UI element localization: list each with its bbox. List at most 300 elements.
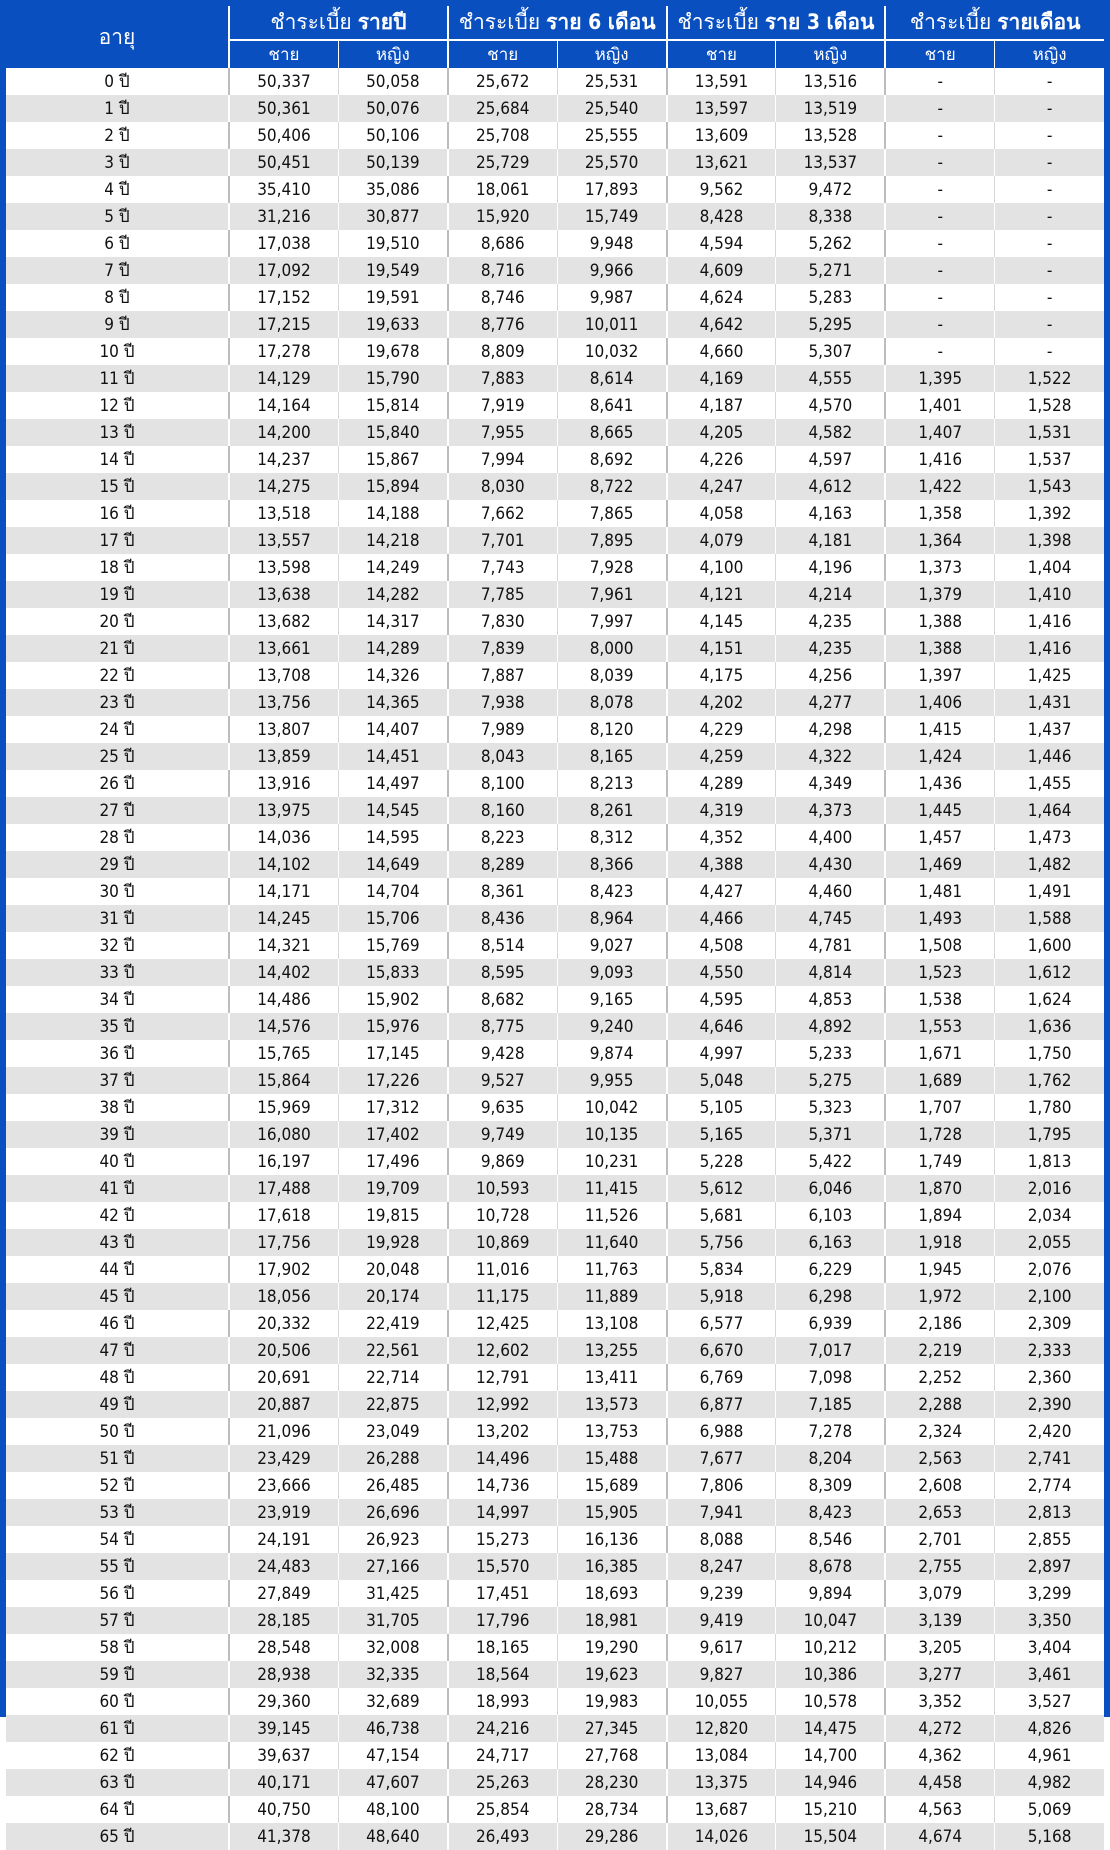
annual-female-cell: 15,706 [338, 905, 447, 932]
age-cell: 5 ปี [6, 203, 229, 230]
table-row [6, 635, 1104, 662]
annual-male-cell: 17,756 [229, 1229, 338, 1256]
age-cell: 61 ปี [6, 1715, 229, 1742]
annual-male-cell: 28,185 [229, 1607, 338, 1634]
annual-male-cell: 13,598 [229, 554, 338, 581]
annual-male-cell: 39,637 [229, 1742, 338, 1769]
semiannual-female-cell: 8,000 [557, 635, 666, 662]
annual-female-cell: 22,561 [338, 1337, 447, 1364]
quarterly-male-cell: 6,877 [667, 1391, 776, 1418]
semiannual-male-cell: 9,635 [448, 1094, 557, 1121]
semiannual-male-cell: 7,701 [448, 527, 557, 554]
semiannual-male-cell: 12,425 [448, 1310, 557, 1337]
monthly-female-cell: 2,897 [995, 1553, 1104, 1580]
monthly-female-cell: 1,543 [995, 473, 1104, 500]
semiannual-male-cell: 8,686 [448, 230, 557, 257]
semiannual-male-cell: 15,273 [448, 1526, 557, 1553]
annual-female-cell: 31,705 [338, 1607, 447, 1634]
semiannual-female-cell: 28,230 [557, 1769, 666, 1796]
semiannual-female-cell: 25,531 [557, 68, 666, 95]
age-cell: 40 ปี [6, 1148, 229, 1175]
annual-female-cell: 47,607 [338, 1769, 447, 1796]
semiannual-male-cell: 8,361 [448, 878, 557, 905]
quarterly-female-cell: 13,519 [776, 95, 885, 122]
annual-male-cell: 17,092 [229, 257, 338, 284]
semiannual-female-cell: 11,526 [557, 1202, 666, 1229]
annual-male-cell: 18,056 [229, 1283, 338, 1310]
quarterly-female-cell: 4,373 [776, 797, 885, 824]
monthly-male-cell: 2,653 [885, 1499, 994, 1526]
annual-male-cell: 15,969 [229, 1094, 338, 1121]
female-subheader: หญิง [557, 40, 666, 68]
quarterly-male-cell: 4,187 [667, 392, 776, 419]
table-row [6, 68, 1104, 95]
quarterly-male-cell: 4,388 [667, 851, 776, 878]
annual-female-cell: 31,425 [338, 1580, 447, 1607]
annual-female-cell: 46,738 [338, 1715, 447, 1742]
semiannual-female-cell: 9,165 [557, 986, 666, 1013]
semiannual-female-cell: 9,987 [557, 284, 666, 311]
table-row [6, 1445, 1104, 1472]
semiannual-female-cell: 25,570 [557, 149, 666, 176]
quarterly-female-cell: 5,323 [776, 1094, 885, 1121]
table-row [6, 797, 1104, 824]
monthly-female-cell: 1,750 [995, 1040, 1104, 1067]
annual-male-cell: 15,765 [229, 1040, 338, 1067]
quarterly-male-cell: 4,169 [667, 365, 776, 392]
table-row [6, 1796, 1104, 1823]
semiannual-male-cell: 7,919 [448, 392, 557, 419]
monthly-male-cell: 2,219 [885, 1337, 994, 1364]
semiannual-male-cell: 8,746 [448, 284, 557, 311]
quarterly-male-cell: 4,660 [667, 338, 776, 365]
quarterly-female-cell: 4,277 [776, 689, 885, 716]
annual-female-cell: 14,704 [338, 878, 447, 905]
table-row [6, 1607, 1104, 1634]
table-row [6, 1418, 1104, 1445]
quarterly-female-cell: 6,298 [776, 1283, 885, 1310]
quarterly-male-cell: 4,205 [667, 419, 776, 446]
semiannual-male-cell: 7,883 [448, 365, 557, 392]
annual-male-cell: 14,237 [229, 446, 338, 473]
monthly-female-cell: 2,813 [995, 1499, 1104, 1526]
semiannual-male-cell: 12,791 [448, 1364, 557, 1391]
monthly-male-cell: 3,352 [885, 1688, 994, 1715]
annual-male-cell: 35,410 [229, 176, 338, 203]
quarterly-female-cell: 7,185 [776, 1391, 885, 1418]
annual-female-cell: 14,289 [338, 635, 447, 662]
quarterly-male-cell: 9,419 [667, 1607, 776, 1634]
semiannual-male-cell: 25,684 [448, 95, 557, 122]
quarterly-male-cell: 9,617 [667, 1634, 776, 1661]
annual-payment-header [229, 6, 448, 40]
quarterly-male-cell: 7,941 [667, 1499, 776, 1526]
annual-female-cell: 47,154 [338, 1742, 447, 1769]
quarterly-male-cell: 4,259 [667, 743, 776, 770]
table-row [6, 176, 1104, 203]
monthly-female-cell: 2,055 [995, 1229, 1104, 1256]
quarterly-male-cell: 4,624 [667, 284, 776, 311]
female-subheader: หญิง [995, 40, 1104, 68]
semiannual-female-cell: 13,255 [557, 1337, 666, 1364]
annual-female-cell: 20,174 [338, 1283, 447, 1310]
quarterly-female-cell: 8,546 [776, 1526, 885, 1553]
annual-female-cell: 19,549 [338, 257, 447, 284]
annual-female-cell: 23,049 [338, 1418, 447, 1445]
monthly-male-cell: 1,395 [885, 365, 994, 392]
semiannual-male-cell: 18,993 [448, 1688, 557, 1715]
age-cell: 51 ปี [6, 1445, 229, 1472]
age-cell: 58 ปี [6, 1634, 229, 1661]
quarterly-female-cell: 14,700 [776, 1742, 885, 1769]
monthly-female-cell: 1,410 [995, 581, 1104, 608]
table-row [6, 689, 1104, 716]
annual-female-cell: 32,008 [338, 1634, 447, 1661]
monthly-female-cell: 1,398 [995, 527, 1104, 554]
table-header [6, 6, 1104, 68]
quarterly-female-cell: 8,204 [776, 1445, 885, 1472]
monthly-female-cell: 1,612 [995, 959, 1104, 986]
quarterly-female-cell: 5,271 [776, 257, 885, 284]
semiannual-female-cell: 8,641 [557, 392, 666, 419]
age-cell: 12 ปี [6, 392, 229, 419]
age-cell: 36 ปี [6, 1040, 229, 1067]
quarterly-female-cell: 4,256 [776, 662, 885, 689]
semiannual-male-cell: 25,854 [448, 1796, 557, 1823]
age-cell: 35 ปี [6, 1013, 229, 1040]
annual-male-cell: 17,215 [229, 311, 338, 338]
semiannual-male-cell: 9,527 [448, 1067, 557, 1094]
monthly-male-cell: 3,277 [885, 1661, 994, 1688]
monthly-female-cell: 2,100 [995, 1283, 1104, 1310]
table-row [6, 1661, 1104, 1688]
annual-male-cell: 27,849 [229, 1580, 338, 1607]
semiannual-female-cell: 16,136 [557, 1526, 666, 1553]
annual-female-cell: 17,145 [338, 1040, 447, 1067]
age-cell: 2 ปี [6, 122, 229, 149]
quarterly-female-cell: 4,163 [776, 500, 885, 527]
annual-female-cell: 50,076 [338, 95, 447, 122]
annual-male-cell: 23,429 [229, 1445, 338, 1472]
quarterly-male-cell: 9,562 [667, 176, 776, 203]
quarterly-female-cell: 8,678 [776, 1553, 885, 1580]
semiannual-female-cell: 28,734 [557, 1796, 666, 1823]
quarterly-female-cell: 10,386 [776, 1661, 885, 1688]
table-row [6, 824, 1104, 851]
quarterly-male-cell: 4,121 [667, 581, 776, 608]
monthly-female-cell: 3,299 [995, 1580, 1104, 1607]
age-cell: 41 ปี [6, 1175, 229, 1202]
annual-female-cell: 22,875 [338, 1391, 447, 1418]
quarterly-male-cell: 7,806 [667, 1472, 776, 1499]
quarterly-male-cell: 5,105 [667, 1094, 776, 1121]
monthly-male-cell: 3,205 [885, 1634, 994, 1661]
monthly-male-cell: - [885, 149, 994, 176]
monthly-female-cell: 1,795 [995, 1121, 1104, 1148]
semiannual-female-cell: 19,623 [557, 1661, 666, 1688]
semiannual-male-cell: 18,564 [448, 1661, 557, 1688]
quarterly-male-cell: 9,827 [667, 1661, 776, 1688]
semiannual-male-cell: 10,869 [448, 1229, 557, 1256]
semiannual-female-cell: 8,722 [557, 473, 666, 500]
monthly-male-cell: 1,436 [885, 770, 994, 797]
quarterly-female-cell: 4,181 [776, 527, 885, 554]
monthly-male-cell: - [885, 176, 994, 203]
age-cell: 28 ปี [6, 824, 229, 851]
quarterly-male-cell: 8,088 [667, 1526, 776, 1553]
annual-male-cell: 28,548 [229, 1634, 338, 1661]
semiannual-male-cell: 9,428 [448, 1040, 557, 1067]
quarterly-female-cell: 4,612 [776, 473, 885, 500]
monthly-male-cell: 2,701 [885, 1526, 994, 1553]
monthly-male-cell: 1,671 [885, 1040, 994, 1067]
group-period: ราย 3 เดือน [764, 10, 875, 34]
male-subheader: ชาย [448, 40, 557, 68]
semiannual-female-cell: 9,240 [557, 1013, 666, 1040]
annual-male-cell: 14,245 [229, 905, 338, 932]
quarterly-male-cell: 6,988 [667, 1418, 776, 1445]
monthly-female-cell: 1,522 [995, 365, 1104, 392]
annual-male-cell: 24,483 [229, 1553, 338, 1580]
annual-male-cell: 17,038 [229, 230, 338, 257]
age-cell: 23 ปี [6, 689, 229, 716]
female-subheader: หญิง [776, 40, 885, 68]
age-cell: 47 ปี [6, 1337, 229, 1364]
table-row [6, 1553, 1104, 1580]
table-row [6, 662, 1104, 689]
semiannual-female-cell: 15,905 [557, 1499, 666, 1526]
age-cell: 29 ปี [6, 851, 229, 878]
annual-female-cell: 27,166 [338, 1553, 447, 1580]
annual-female-cell: 17,402 [338, 1121, 447, 1148]
age-cell: 9 ปี [6, 311, 229, 338]
monthly-male-cell: 1,918 [885, 1229, 994, 1256]
age-cell: 37 ปี [6, 1067, 229, 1094]
monthly-female-cell: 1,404 [995, 554, 1104, 581]
monthly-male-cell: 4,272 [885, 1715, 994, 1742]
quarterly-female-cell: 4,322 [776, 743, 885, 770]
age-cell: 60 ปี [6, 1688, 229, 1715]
semiannual-female-cell: 8,120 [557, 716, 666, 743]
annual-male-cell: 14,200 [229, 419, 338, 446]
monthly-female-cell: 1,636 [995, 1013, 1104, 1040]
semiannual-male-cell: 7,785 [448, 581, 557, 608]
annual-male-cell: 13,682 [229, 608, 338, 635]
annual-male-cell: 17,278 [229, 338, 338, 365]
annual-male-cell: 16,197 [229, 1148, 338, 1175]
monthly-female-cell: - [995, 230, 1104, 257]
annual-female-cell: 30,877 [338, 203, 447, 230]
monthly-female-cell: 2,016 [995, 1175, 1104, 1202]
age-cell: 11 ปี [6, 365, 229, 392]
table-body [6, 68, 1104, 1850]
quarterly-male-cell: 5,918 [667, 1283, 776, 1310]
quarterly-male-cell: 4,427 [667, 878, 776, 905]
semiannual-male-cell: 8,776 [448, 311, 557, 338]
monthly-male-cell: 1,358 [885, 500, 994, 527]
quarterly-male-cell: 5,048 [667, 1067, 776, 1094]
quarterly-female-cell: 4,745 [776, 905, 885, 932]
semiannual-male-cell: 8,289 [448, 851, 557, 878]
quarterly-payment-header [667, 6, 886, 40]
table-row [6, 203, 1104, 230]
semiannual-female-cell: 11,415 [557, 1175, 666, 1202]
annual-female-cell: 14,188 [338, 500, 447, 527]
age-cell: 39 ปี [6, 1121, 229, 1148]
age-cell: 56 ปี [6, 1580, 229, 1607]
annual-male-cell: 14,129 [229, 365, 338, 392]
semiannual-female-cell: 17,893 [557, 176, 666, 203]
annual-male-cell: 50,451 [229, 149, 338, 176]
quarterly-female-cell: 4,430 [776, 851, 885, 878]
annual-male-cell: 14,402 [229, 959, 338, 986]
table-row [6, 1310, 1104, 1337]
monthly-male-cell: 1,945 [885, 1256, 994, 1283]
monthly-female-cell: - [995, 122, 1104, 149]
annual-female-cell: 15,790 [338, 365, 447, 392]
monthly-male-cell: - [885, 203, 994, 230]
semiannual-male-cell: 9,869 [448, 1148, 557, 1175]
annual-female-cell: 48,640 [338, 1823, 447, 1850]
semiannual-female-cell: 16,385 [557, 1553, 666, 1580]
quarterly-female-cell: 6,103 [776, 1202, 885, 1229]
annual-female-cell: 19,709 [338, 1175, 447, 1202]
female-subheader: หญิง [338, 40, 447, 68]
semiannual-male-cell: 26,493 [448, 1823, 557, 1850]
monthly-male-cell: 1,401 [885, 392, 994, 419]
semiannual-female-cell: 8,261 [557, 797, 666, 824]
monthly-female-cell: 4,982 [995, 1769, 1104, 1796]
monthly-female-cell: 2,333 [995, 1337, 1104, 1364]
table-row [6, 149, 1104, 176]
semiannual-male-cell: 25,263 [448, 1769, 557, 1796]
semiannual-female-cell: 11,640 [557, 1229, 666, 1256]
annual-female-cell: 32,335 [338, 1661, 447, 1688]
semiannual-male-cell: 11,175 [448, 1283, 557, 1310]
quarterly-male-cell: 6,769 [667, 1364, 776, 1391]
semiannual-female-cell: 7,865 [557, 500, 666, 527]
group-period: รายเดือน [997, 10, 1081, 34]
quarterly-female-cell: 4,235 [776, 608, 885, 635]
age-cell: 7 ปี [6, 257, 229, 284]
age-cell: 25 ปี [6, 743, 229, 770]
table-row [6, 608, 1104, 635]
monthly-female-cell: 1,624 [995, 986, 1104, 1013]
monthly-male-cell: 1,749 [885, 1148, 994, 1175]
semiannual-male-cell: 12,602 [448, 1337, 557, 1364]
annual-female-cell: 15,840 [338, 419, 447, 446]
annual-female-cell: 26,696 [338, 1499, 447, 1526]
annual-female-cell: 19,678 [338, 338, 447, 365]
quarterly-male-cell: 12,820 [667, 1715, 776, 1742]
quarterly-male-cell: 4,145 [667, 608, 776, 635]
semiannual-female-cell: 7,961 [557, 581, 666, 608]
table-row [6, 1499, 1104, 1526]
age-cell: 15 ปี [6, 473, 229, 500]
semiannual-male-cell: 24,216 [448, 1715, 557, 1742]
age-cell: 53 ปี [6, 1499, 229, 1526]
monthly-female-cell: 3,404 [995, 1634, 1104, 1661]
age-cell: 10 ปี [6, 338, 229, 365]
table-row [6, 257, 1104, 284]
semiannual-female-cell: 7,997 [557, 608, 666, 635]
monthly-male-cell: 2,563 [885, 1445, 994, 1472]
quarterly-female-cell: 15,504 [776, 1823, 885, 1850]
quarterly-male-cell: 8,428 [667, 203, 776, 230]
annual-female-cell: 14,649 [338, 851, 447, 878]
monthly-female-cell: 2,390 [995, 1391, 1104, 1418]
table-row [6, 1067, 1104, 1094]
annual-female-cell: 19,633 [338, 311, 447, 338]
quarterly-male-cell: 4,229 [667, 716, 776, 743]
annual-female-cell: 20,048 [338, 1256, 447, 1283]
age-cell: 3 ปี [6, 149, 229, 176]
annual-female-cell: 14,218 [338, 527, 447, 554]
semiannual-female-cell: 8,366 [557, 851, 666, 878]
semiannual-male-cell: 8,160 [448, 797, 557, 824]
monthly-male-cell: 1,364 [885, 527, 994, 554]
semiannual-male-cell: 14,736 [448, 1472, 557, 1499]
quarterly-male-cell: 4,594 [667, 230, 776, 257]
quarterly-female-cell: 4,214 [776, 581, 885, 608]
annual-male-cell: 14,164 [229, 392, 338, 419]
quarterly-female-cell: 4,235 [776, 635, 885, 662]
quarterly-female-cell: 15,210 [776, 1796, 885, 1823]
quarterly-male-cell: 5,612 [667, 1175, 776, 1202]
quarterly-male-cell: 13,621 [667, 149, 776, 176]
semiannual-male-cell: 7,989 [448, 716, 557, 743]
monthly-male-cell: 2,288 [885, 1391, 994, 1418]
age-cell: 62 ปี [6, 1742, 229, 1769]
monthly-female-cell: 1,780 [995, 1094, 1104, 1121]
table-row [6, 1823, 1104, 1850]
annual-male-cell: 50,361 [229, 95, 338, 122]
monthly-female-cell: 2,076 [995, 1256, 1104, 1283]
quarterly-male-cell: 4,151 [667, 635, 776, 662]
quarterly-male-cell: 5,228 [667, 1148, 776, 1175]
annual-female-cell: 14,365 [338, 689, 447, 716]
age-cell: 46 ปี [6, 1310, 229, 1337]
table-row [6, 1391, 1104, 1418]
monthly-male-cell: 4,458 [885, 1769, 994, 1796]
age-cell: 65 ปี [6, 1823, 229, 1850]
semiannual-female-cell: 8,614 [557, 365, 666, 392]
table-row [6, 1634, 1104, 1661]
age-cell: 24 ปี [6, 716, 229, 743]
age-cell: 14 ปี [6, 446, 229, 473]
semiannual-female-cell: 15,488 [557, 1445, 666, 1472]
annual-male-cell: 50,406 [229, 122, 338, 149]
age-cell: 48 ปี [6, 1364, 229, 1391]
annual-male-cell: 29,360 [229, 1688, 338, 1715]
semiannual-male-cell: 9,749 [448, 1121, 557, 1148]
quarterly-male-cell: 13,609 [667, 122, 776, 149]
annual-male-cell: 13,975 [229, 797, 338, 824]
monthly-female-cell: 5,168 [995, 1823, 1104, 1850]
quarterly-male-cell: 6,577 [667, 1310, 776, 1337]
quarterly-male-cell: 13,084 [667, 1742, 776, 1769]
group-period: ราย 6 เดือน [546, 10, 656, 34]
semiannual-male-cell: 17,451 [448, 1580, 557, 1607]
quarterly-male-cell: 4,202 [667, 689, 776, 716]
monthly-male-cell: 1,553 [885, 1013, 994, 1040]
semiannual-male-cell: 7,839 [448, 635, 557, 662]
monthly-male-cell: 1,493 [885, 905, 994, 932]
semiannual-female-cell: 8,423 [557, 878, 666, 905]
group-prefix: ชำระเบี้ย [270, 10, 352, 34]
semiannual-female-cell: 9,955 [557, 1067, 666, 1094]
monthly-female-cell: 2,420 [995, 1418, 1104, 1445]
